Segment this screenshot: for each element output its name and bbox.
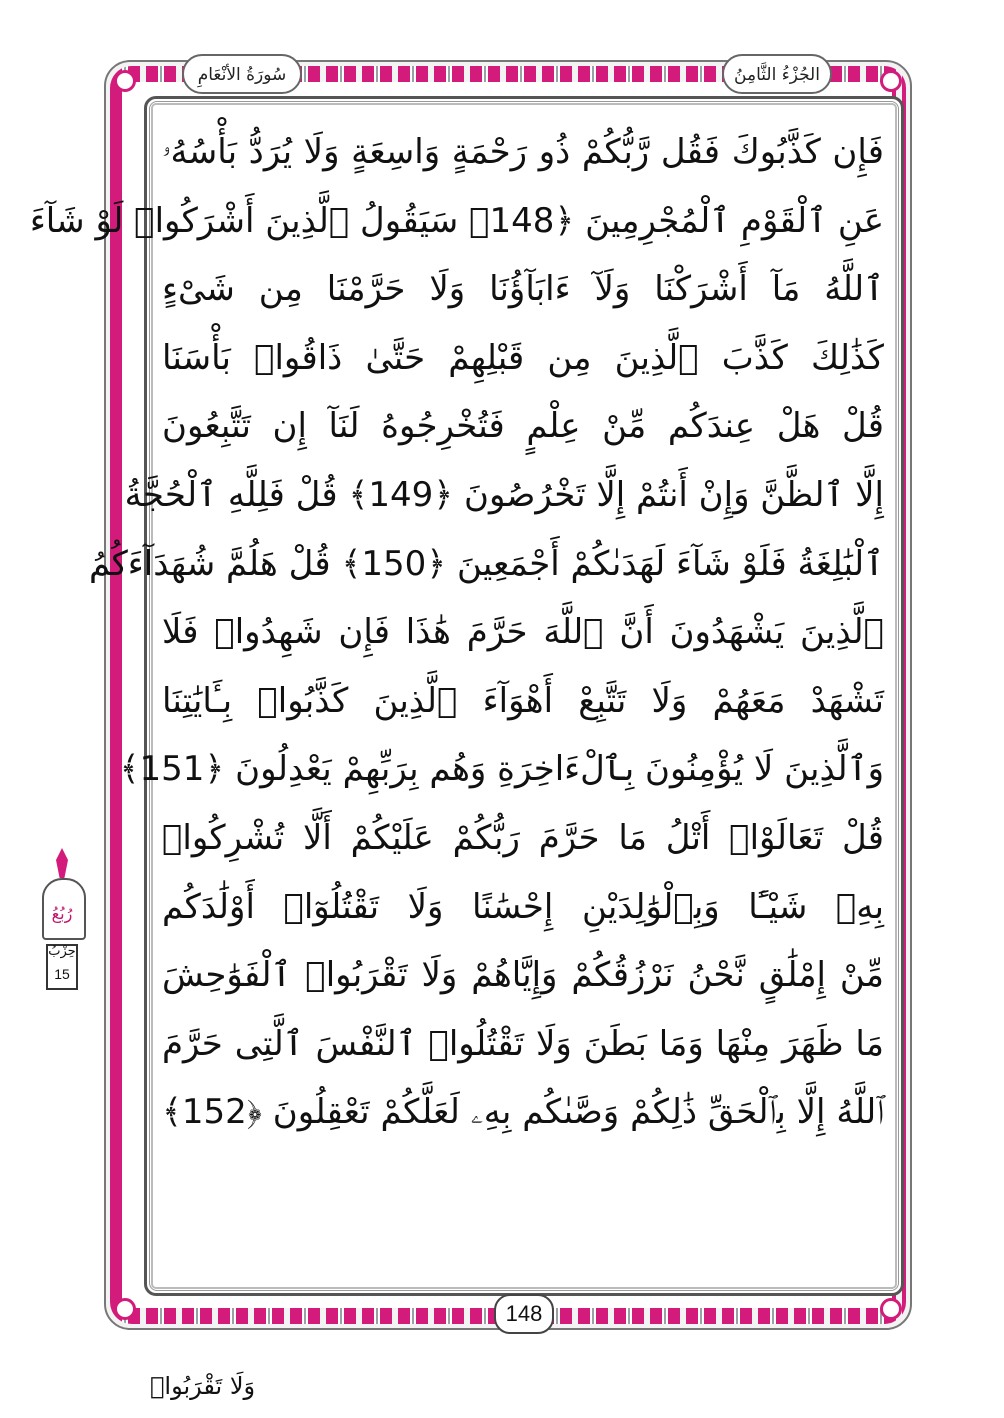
rub-label: رُبُعُ	[51, 904, 73, 923]
verse-line: قُلْ هَلْ عِندَكُم مِّنْ عِلْمٍ فَتُخْرِجُوهُ لَنَآ إِن تَتَّبِعُونَ	[162, 406, 884, 447]
verse-line: ٱللَّهُ مَآ أَشْرَكْنَا وَلَآ ءَابَآؤُنَا وَلَا حَرَّمْنَا مِن شَىْءٍ	[162, 269, 884, 310]
verse-line: ٱلْبَٰلِغَةُ فَلَوْ شَآءَ لَهَدَىٰكُمْ أَجْمَعِينَ ﴿150﴾ قُلْ هَلُمَّ شُهَدَآءَكُمُ	[88, 543, 884, 584]
hizb-label: حِزْبُ	[48, 944, 76, 959]
verse-line: مَا ظَهَرَ مِنْهَا وَمَا بَطَنَ وَلَا تَقْتُلُوا۟ ٱلنَّفْسَ ٱلَّتِى حَرَّمَ	[162, 1023, 884, 1064]
verse-line: قُلْ تَعَالَوْا۟ أَتْلُ مَا حَرَّمَ رَبُّكُمْ عَلَيْكُمْ أَلَّا تُشْرِكُوا۟	[162, 817, 884, 858]
verse-line: ٱلَّذِينَ يَشْهَدُونَ أَنَّ ٱللَّهَ حَرَّمَ هَٰذَا فَإِن شَهِدُوا۟ فَلَا	[162, 612, 884, 653]
verse-line: فَإِن كَذَّبُوكَ فَقُل رَّبُّكُمْ ذُو رَحْمَةٍ وَاسِعَةٍ وَلَا يُرَدُّ بَأْسُهُۥ	[162, 132, 884, 172]
surah-name-label: سُورَةُ الأنْعَامِ	[182, 54, 302, 94]
verse-line: ٱللَّهُ إِلَّا بِٱلْحَقِّ ذَٰلِكُمْ وَصَّىٰكُم بِهِۦ لَعَلَّكُمْ تَعْقِلُونَ ﴿152﴾	[162, 1092, 884, 1133]
verse-line: إِلَّا ٱلظَّنَّ وَإِنْ أَنتُمْ إِلَّا تَخْرُصُونَ ﴿149﴾ قُلْ فَلِلَّهِ ٱلْحُجَّةُ	[124, 474, 884, 515]
corner-ornament-top-right	[880, 70, 902, 92]
marker-finial-icon	[56, 848, 68, 878]
corner-ornament-bottom-left	[114, 1298, 136, 1320]
corner-ornament-top-left	[114, 70, 136, 92]
hizb-number: 15	[54, 966, 70, 982]
verse-line: عَنِ ٱلْقَوْمِ ٱلْمُجْرِمِينَ ﴿148﴾ سَيَقُولُ ٱلَّذِينَ أَشْرَكُوا۟ لَوْ شَآءَ	[29, 200, 884, 241]
verse-line: بِهِۦ شَيْـًٔا وَبِٱلْوَٰلِدَيْنِ إِحْسَٰنًا وَلَا تَقْتُلُوٓا۟ أَوْلَٰدَكُم	[162, 886, 884, 927]
verse-line: تَشْهَدْ مَعَهُمْ وَلَا تَتَّبِعْ أَهْوَآءَ ٱلَّذِينَ كَذَّبُوا۟ بِـَٔايَٰتِنَا	[162, 680, 884, 721]
page-number: 148	[494, 1294, 554, 1334]
verse-line: كَذَٰلِكَ كَذَّبَ ٱلَّذِينَ مِن قَبْلِهِمْ حَتَّىٰ ذَاقُوا۟ بَأْسَنَا	[162, 337, 884, 378]
hizb-marker	[32, 848, 92, 994]
catchword: وَلَا تَقْرَبُوا۟	[150, 1372, 256, 1400]
corner-ornament-bottom-right	[880, 1298, 902, 1320]
verse-line: مِّنْ إِمْلَٰقٍ نَّحْنُ نَرْزُقُكُمْ وَإِيَّاهُمْ وَلَا تَقْرَبُوا۟ ٱلْفَوَٰحِشَ	[162, 955, 884, 996]
verse-line: وَٱلَّذِينَ لَا يُؤْمِنُونَ بِٱلْءَاخِرَةِ وَهُم بِرَبِّهِمْ يَعْدِلُونَ ﴿151﴾	[119, 749, 884, 790]
juz-label: الجُزْءُ الثَّامِنُ	[722, 54, 832, 94]
